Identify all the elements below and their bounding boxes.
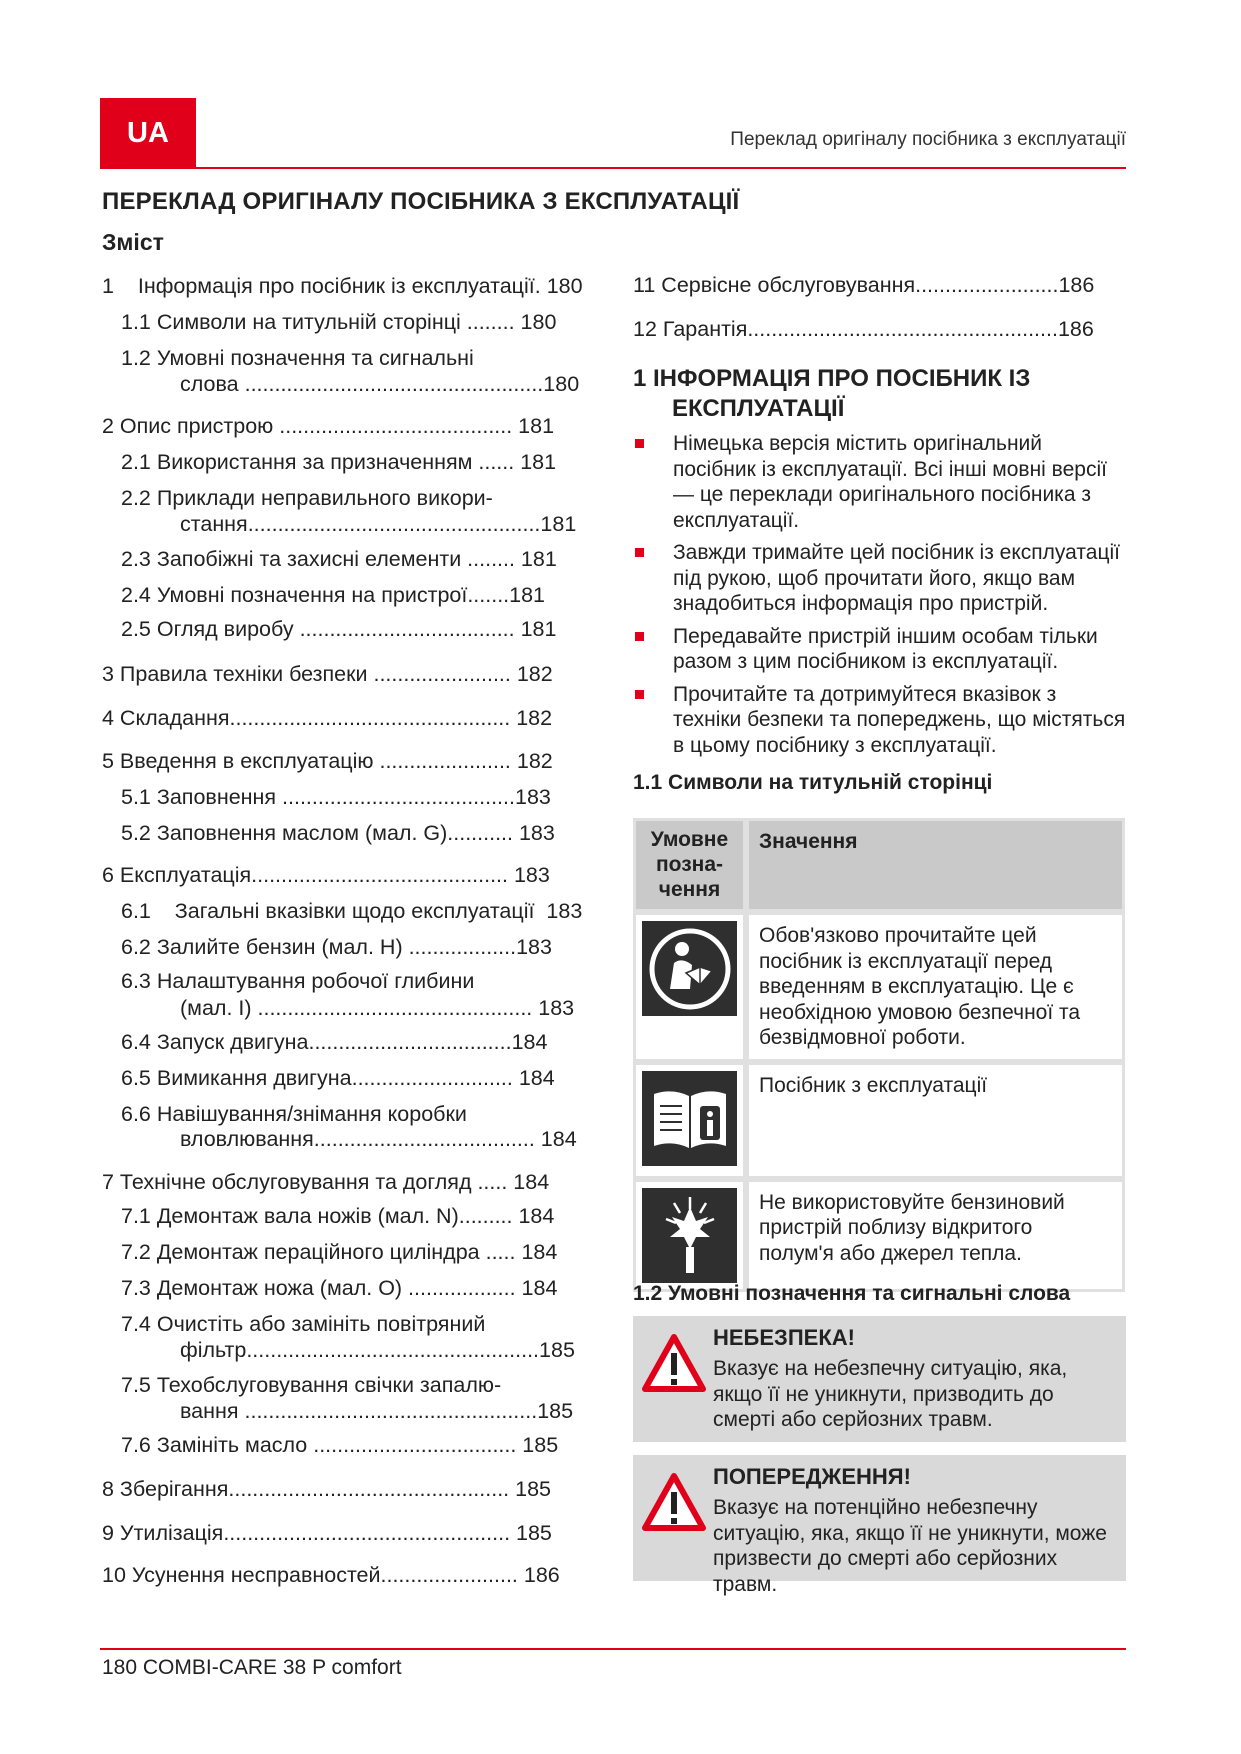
toc-entry[interactable]: 2.1 Використання за призначенням ...... 181 [121, 450, 557, 474]
toc-entry[interactable]: 7.1 Демонтаж вала ножів (мал. N)......... 184 [121, 1204, 555, 1228]
toc-entry[interactable]: 7.6 Замініть масло .................................. 185 [121, 1433, 559, 1457]
toc-entry-continuation[interactable]: (мал. I) .............................................. 183 [180, 996, 575, 1020]
header-title: Переклад оригіналу посібника з експлуатації [730, 129, 1126, 150]
toc-entry[interactable]: 7.5 Техобслуговування свічки запалю- [121, 1373, 502, 1397]
toc-entry[interactable]: 2 Опис пристрою ....................................... 181 [102, 414, 555, 438]
warning-notice [633, 1455, 1126, 1596]
symbol-cell [633, 912, 746, 1062]
toc-entry-continuation[interactable]: вловлювання..................................... 184 [180, 1127, 577, 1151]
meaning-cell: Обов'язково прочитайте цей посібник із експлуатації перед введенням в експлуатацію. Це є необхідною умовою безпечної та безвідмовної роботи. [746, 912, 1125, 1062]
manual-info-icon [642, 1071, 737, 1166]
table-header-row [633, 818, 1125, 912]
symbol-cell [633, 1179, 746, 1292]
contents-heading: Зміст [102, 229, 164, 255]
footer-divider [100, 1648, 1126, 1650]
language-badge: UA [100, 98, 196, 168]
toc-entry[interactable]: 7.4 Очистіть або замініть повітряний [121, 1312, 486, 1336]
list-item: Прочитайте та дотримуйтеся вказівок з техніки безпеки та попереджень, що містяться в цьому посібнику з експлуатації. [633, 682, 1126, 759]
toc-entry[interactable]: 5.2 Заповнення маслом (мал. G)........... 183 [121, 821, 555, 845]
list-item: Завжди тримайте цей посібник із експлуатації під рукою, щоб прочитати його, якщо вам знадобиться інформація про пристрій. [633, 540, 1126, 617]
toc-entry[interactable]: 5.1 Заповнення .......................................183 [121, 785, 551, 809]
toc-entry[interactable]: 6 Експлуатація........................................... 183 [102, 863, 550, 887]
meaning-cell: Не використовуйте бензиновий пристрій поблизу відкритого полум'я або джерел тепла. [746, 1179, 1125, 1292]
danger-notice [633, 1316, 1126, 1442]
symbol-cell [633, 1062, 746, 1179]
notice-title: ПОПЕРЕДЖЕННЯ! [713, 1464, 911, 1489]
toc-entry[interactable]: 1.1 Символи на титульній сторінці ........ 180 [121, 310, 557, 334]
notice-text: Вказує на потенційно небезпечну ситуацію, яка, якщо її не уникнути, може призвести до смерті або серйозних травм. [713, 1496, 1107, 1596]
toc-entry[interactable]: 2.5 Огляд виробу .................................... 181 [121, 617, 557, 641]
toc-entry[interactable]: 6.1 Загальні вказівки щодо експлуатації 183 [121, 899, 583, 923]
section-heading-continuation: ЕКСПЛУАТАЦІЇ [672, 395, 845, 422]
table-row [633, 912, 1125, 1062]
warning-triangle-icon [641, 1472, 707, 1532]
intro-bullet-list [633, 431, 1126, 765]
no-open-flame-icon [642, 1188, 737, 1283]
toc-entry[interactable]: 9 Утилізація................................................ 185 [102, 1521, 552, 1545]
toc-entry[interactable]: 3 Правила техніки безпеки ....................... 182 [102, 662, 553, 686]
toc-entry[interactable]: 6.5 Вимикання двигуна........................... 184 [121, 1066, 555, 1090]
toc-entry[interactable]: 6.4 Запуск двигуна..................................184 [121, 1030, 548, 1054]
meaning-cell: Посібник з експлуатації [746, 1062, 1125, 1179]
toc-entry[interactable]: 5 Введення в експлуатацію ...................... 182 [102, 749, 553, 773]
toc-entry[interactable]: 12 Гарантія....................................................186 [633, 317, 1094, 341]
toc-entry-continuation[interactable]: фільтр.................................................185 [180, 1338, 575, 1362]
table-row [633, 1062, 1125, 1179]
list-item: Передавайте пристрій іншим особам тільки разом з цим посібником із експлуатації. [633, 624, 1126, 675]
toc-entry[interactable]: 11 Сервісне обслуговування........................186 [633, 273, 1095, 297]
toc-entry-continuation[interactable]: слова ..................................................180 [180, 372, 580, 396]
list-item: Німецька версія містить оригінальний посібник із експлуатації. Всі інші мовні версії — це переклади оригінального посібника з експлуатації. [633, 431, 1126, 533]
toc-entry[interactable]: 6.3 Налаштування робочої глибини [121, 969, 475, 993]
section-heading: 1 ІНФОРМАЦІЯ ПРО ПОСІБНИК ІЗ [633, 365, 1031, 392]
symbols-table [633, 818, 1125, 1292]
subsection-heading: 1.2 Умовні позначення та сигнальні слова [633, 1282, 1071, 1305]
footer-page-info: 180 COMBI-CARE 38 P comfort [102, 1656, 402, 1679]
page-title: ПЕРЕКЛАД ОРИГІНАЛУ ПОСІБНИКА З ЕКСПЛУАТАЦІЇ [102, 188, 740, 215]
column-header-meaning: Значення [746, 818, 1125, 912]
toc-entry-continuation[interactable]: стання.................................................181 [180, 512, 577, 536]
table-row [633, 1179, 1125, 1292]
bullet-square-icon [635, 548, 644, 557]
toc-entry[interactable]: 2.4 Умовні позначення на пристрої.......181 [121, 583, 546, 607]
toc-entry[interactable]: 8 Зберігання............................................... 185 [102, 1477, 551, 1501]
toc-entry[interactable]: 4 Складання............................................... 182 [102, 706, 553, 730]
toc-entry[interactable]: 7.2 Демонтаж пераційного циліндра ..... 184 [121, 1240, 558, 1264]
notice-title: НЕБЕЗПЕКА! [713, 1325, 855, 1350]
toc-entry[interactable]: 2.3 Запобіжні та захисні елементи ........ 181 [121, 547, 557, 571]
warning-triangle-icon [641, 1333, 707, 1393]
bullet-square-icon [635, 632, 644, 641]
bullet-square-icon [635, 439, 644, 448]
toc-entry[interactable]: 2.2 Приклади неправильного викори- [121, 486, 493, 510]
subsection-heading: 1.1 Символи на титульній сторінці [633, 771, 993, 794]
toc-entry[interactable]: 1 Інформація про посібник із експлуатації. 180 [102, 274, 583, 298]
toc-entry[interactable]: 7.3 Демонтаж ножа (мал. O) .................. 184 [121, 1276, 558, 1300]
toc-entry[interactable]: 1.2 Умовні позначення та сигнальні [121, 346, 474, 370]
header-divider [100, 167, 1126, 169]
toc-entry[interactable]: 7 Технічне обслуговування та догляд ..... 184 [102, 1170, 550, 1194]
read-manual-icon [642, 921, 737, 1016]
toc-entry[interactable]: 6.6 Навішування/знімання коробки [121, 1102, 467, 1126]
bullet-square-icon [635, 690, 644, 699]
toc-entry-continuation[interactable]: вання .................................................185 [180, 1399, 574, 1423]
toc-entry[interactable]: 6.2 Залийте бензин (мал. H) ..................183 [121, 935, 552, 959]
notice-text: Вказує на небезпечну ситуацію, яка, якщо її не уникнути, призводить до смерті або серйозних травм. [713, 1357, 1068, 1431]
column-header-symbol: Умовне позна-чення [633, 818, 746, 912]
toc-entry[interactable]: 10 Усунення несправностей....................... 186 [102, 1563, 560, 1587]
